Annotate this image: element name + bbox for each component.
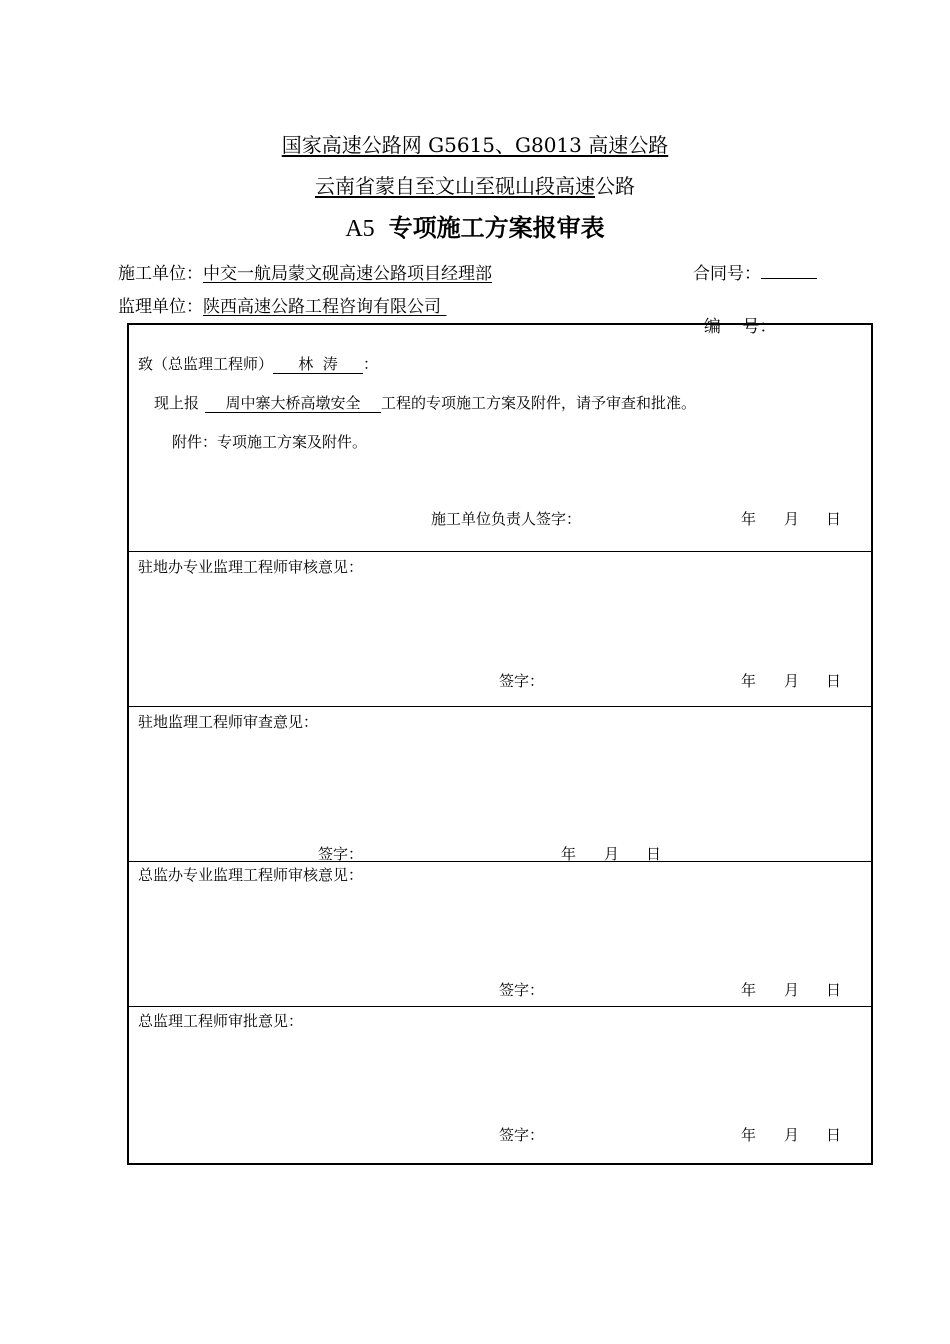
report-suffix: 工程的专项施工方案及附件，请予审查和批准。 [381,394,697,412]
sign-year: 年 [741,981,757,999]
header-line-1 [0,129,950,158]
contractor-label: 施工单位： [118,264,203,284]
addressee-line [138,353,378,374]
contract-no-field[interactable] [761,278,817,279]
header-line-1-text: 国家高速公路网 G5615、G8013 高速公路 [281,133,669,157]
section-title: 总监理工程师审批意见： [138,1012,304,1030]
sign-year: 年 [741,510,757,528]
section-resident-engineer-review [129,707,871,862]
supervisor-value: 陕西高速公路工程咨询有限公司 [203,297,441,317]
addressee-name-field[interactable]: 林 涛 [273,355,363,374]
sign-label: 签字： [318,845,364,863]
report-project-field[interactable]: 周中寨大桥高墩安全 [205,394,381,413]
sign-label: 签字： [499,1126,545,1144]
sign-day: 日 [826,510,842,528]
form-table [127,323,873,1165]
sign-day: 日 [826,981,842,999]
form-title-text: 专项施工方案报审表 [388,214,605,242]
section-title: 驻地办专业监理工程师审核意见： [138,558,364,576]
sign-month: 月 [604,845,620,863]
form-code: A5 [345,216,375,242]
section-contractor-submission [129,325,871,552]
sign-month: 月 [784,510,800,528]
sign-day: 日 [646,845,662,863]
header-line-2 [0,170,950,199]
sign-year: 年 [741,672,757,690]
sign-label: 签字： [499,981,545,999]
section-resident-specialist-review [129,552,871,707]
contractor-line [118,259,492,284]
sign-month: 月 [784,672,800,690]
supervisor-label: 监理单位： [118,297,203,317]
sign-year: 年 [561,845,577,863]
sign-day: 日 [826,1126,842,1144]
section-title: 驻地监理工程师审查意见： [138,713,319,731]
sign-month: 月 [784,981,800,999]
addressee-suffix: ： [363,355,379,373]
header-line-2-underlined: 云南省蒙自至文山至砚山段高速 [315,174,595,198]
report-line [154,392,696,413]
section-chief-office-specialist-review [129,862,871,1007]
contractor-sign-label: 施工单位负责人签字： [431,510,582,528]
sign-year: 年 [741,1126,757,1144]
report-prefix: 现上报 [154,394,200,412]
contract-no-label: 合同号： [693,264,761,284]
section-title: 总监办专业监理工程师审核意见： [138,866,364,884]
sign-day: 日 [826,672,842,690]
addressee-prefix: 致（总监理工程师） [138,355,274,373]
contractor-value: 中交一航局蒙文砚高速公路项目经理部 [203,264,492,284]
header-line-2-rest: 公路 [595,174,635,198]
form-title [0,208,950,243]
contract-no-line [693,259,817,284]
attachment-line: 附件：专项施工方案及附件。 [172,433,368,451]
section-chief-engineer-approval [129,1007,871,1163]
supervisor-line [118,292,451,317]
serial-label: 编 号： [703,317,777,337]
sign-month: 月 [784,1126,800,1144]
supervisor-underline-pad [441,297,451,317]
sign-label: 签字： [499,672,545,690]
